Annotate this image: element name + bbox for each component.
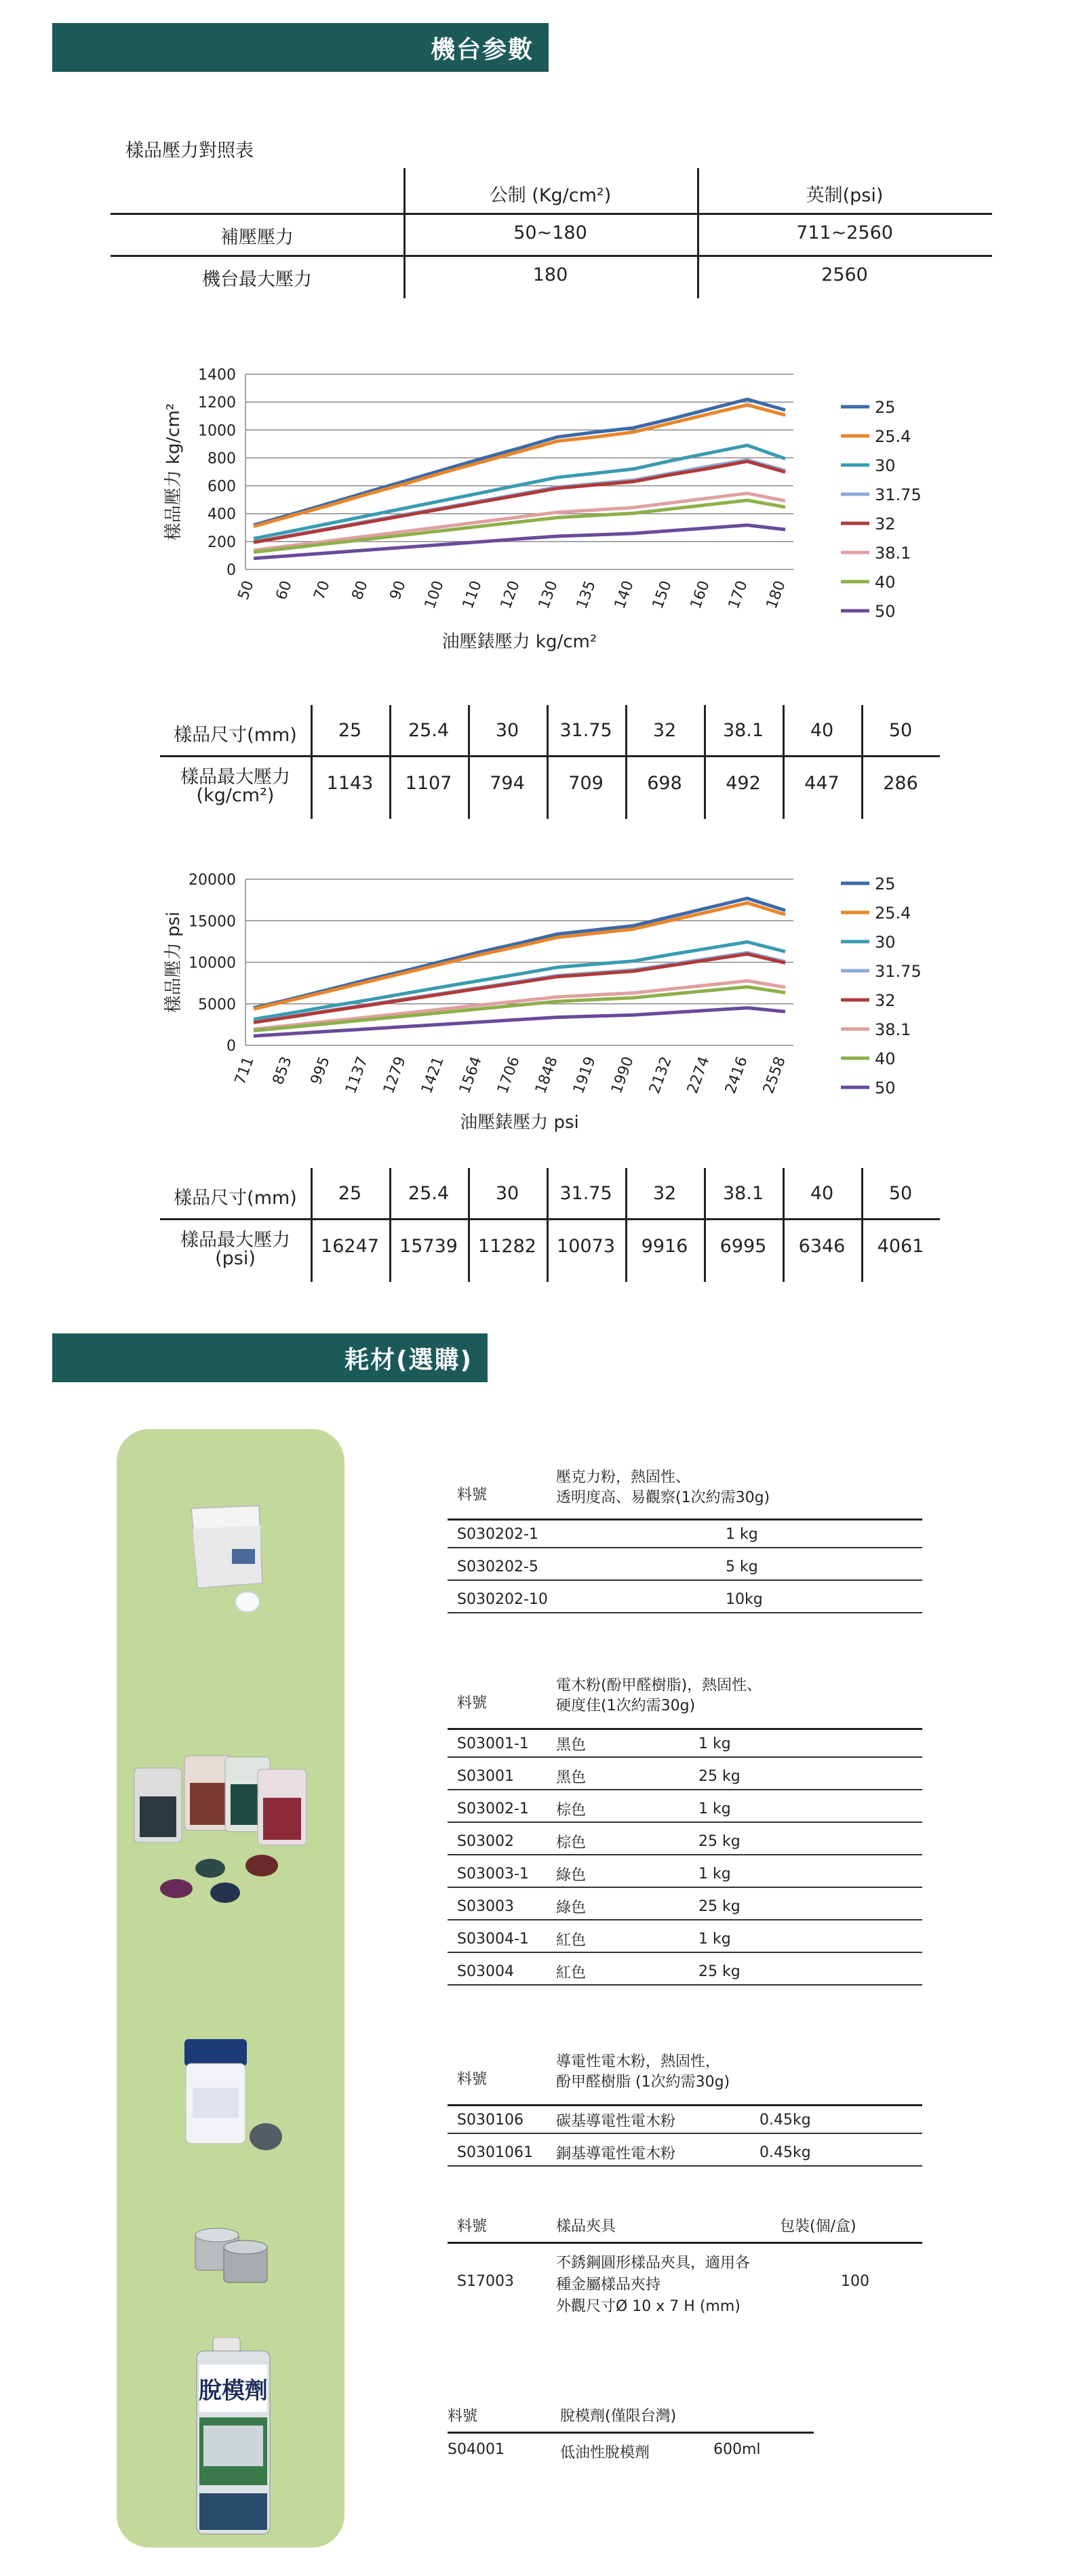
max-pressure-cell: 16247 [321,1236,379,1257]
legend-label: 32 [875,991,896,1010]
col-label-clip: 樣品夾具 [556,2218,616,2235]
package-size: 1 kg [698,1930,731,1948]
part-code: S030106 [457,2111,524,2129]
x-tick-label: 2558 [760,1054,789,1096]
x-tick-label: 170 [725,578,751,611]
col-label-part-no: 料號 [457,2071,488,2088]
consumable-conductive-block [448,2040,922,2162]
max-pressure-cell: 6346 [798,1236,846,1257]
consumable-sample-clip-block [448,2207,922,2315]
material-desc: 碳基導電性電木粉 [556,2112,676,2130]
y-axis-title: 樣品壓力 psi [163,911,184,1013]
row-label: 樣品最大壓力 [180,767,290,788]
steel-sample-clips-image [189,2220,277,2295]
y-tick-label: 5000 [198,996,236,1013]
x-tick-label: 853 [269,1054,296,1087]
package-size: 0.45kg [760,2144,811,2161]
x-tick-label: 1137 [342,1054,372,1096]
y-tick-label: 800 [208,450,236,468]
material-row [448,1893,922,1920]
x-axis-title: 油壓錶壓力 psi [460,1112,579,1133]
row-value-metric: 180 [532,264,568,285]
package-size: 1 kg [698,1735,731,1752]
size-cell: 25 [338,720,362,741]
acrylic-desc-1: 壓克力粉，熱固性、 [556,1469,691,1486]
package-size: 1 kg [698,1800,731,1817]
clip-desc-2: 種金屬樣品夾持 [556,2276,661,2293]
size-cell: 30 [495,1183,519,1204]
size-cell: 32 [652,1183,677,1204]
size-cell: 30 [495,720,519,741]
y-tick-label: 10000 [189,954,236,972]
part-code: S0301061 [457,2144,533,2161]
header-imperial: 英制(psi) [806,185,884,206]
pressure-table [111,168,992,298]
size-header: 樣品尺寸(mm) [174,1188,297,1209]
max-pressure-cell: 10073 [557,1236,615,1257]
legend-label: 30 [875,456,896,475]
max-pressure-cell: 9916 [641,1236,688,1257]
x-tick-label: 130 [535,578,561,611]
x-tick-label: 120 [497,578,524,611]
y-tick-label: 1400 [198,367,236,384]
y-tick-label: 1000 [198,422,236,440]
size-cell: 25 [338,1183,362,1204]
col-label-part-no: 料號 [448,2408,478,2425]
size-cell: 31.75 [559,1183,612,1204]
row-label-max: 機台最大壓力 [202,269,312,290]
spray-can-label: 脫模劑 [199,2377,268,2404]
material-desc: 綠色 [556,1899,587,1916]
size-cell: 32 [652,720,677,741]
x-tick-label: 1279 [380,1054,410,1096]
legend-label: 38.1 [875,544,911,563]
material-desc: 黑色 [556,1769,587,1786]
row-label: 樣品最大壓力 [180,1230,290,1251]
mold-release-spray-can-image [194,2337,275,2541]
size-table-kgcm2 [160,705,940,819]
legend-label: 40 [875,573,896,592]
clip-desc-1: 不銹鋼圓形樣品夾具，適用各 [556,2255,751,2272]
legend-label: 50 [875,1079,896,1098]
x-tick-label: 160 [687,578,713,611]
row-label-compensation: 補壓壓力 [220,227,294,248]
col-label-package: 包裝(個/盒) [780,2218,856,2235]
clip-desc-3: 外觀尺寸Ø 10 x 7 H (mm) [556,2298,741,2315]
legend-label: 40 [875,1049,896,1068]
material-row [448,1521,922,1548]
bakelite-desc-1: 電木粉(酚甲醛樹脂)，熱固性、 [556,1677,762,1694]
part-code: S03003 [457,1897,514,1915]
package-size: 0.45kg [760,2111,811,2129]
package-size: 25 kg [698,1767,741,1785]
col-label-part-no: 料號 [457,1487,488,1504]
max-pressure-cell: 11282 [478,1236,536,1257]
line-chart-psi [156,858,956,1142]
y-tick-label: 200 [208,534,236,551]
x-axis-title: 油壓錶壓力 kg/cm² [441,632,597,652]
size-cell: 40 [810,720,834,741]
legend-label: 50 [875,602,896,621]
max-pressure-cell: 15739 [399,1236,458,1257]
material-row [448,1828,922,1855]
part-code: S03002-1 [457,1800,529,1817]
section-title: 耗材(選購) [344,1346,473,1374]
material-row [448,1958,922,1986]
material-row [448,1586,922,1613]
conductive-powder-jar-image [178,2034,293,2156]
x-tick-label: 150 [649,578,675,611]
legend-label: 32 [875,515,896,534]
col-label-part-no: 料號 [457,1695,488,1712]
max-pressure-cell: 4061 [877,1236,924,1257]
max-pressure-cell: 709 [568,773,604,794]
x-tick-label: 50 [235,578,258,603]
material-desc: 綠色 [556,1866,587,1884]
x-tick-label: 180 [763,578,789,611]
row-value-imperial: 2560 [821,264,868,285]
max-pressure-cell: 794 [490,773,525,794]
max-pressure-cell: 286 [883,773,918,794]
x-tick-label: 2274 [684,1054,713,1096]
package-size: 25 kg [698,1897,741,1915]
legend-label: 30 [875,933,896,952]
legend-label: 25.4 [875,427,911,446]
legend-label: 31.75 [875,485,922,504]
x-tick-label: 995 [307,1054,334,1087]
max-pressure-cell: 447 [804,773,840,794]
x-tick-label: 100 [421,578,448,611]
material-row [448,2107,922,2134]
material-row [448,2139,922,2167]
max-pressure-cell: 1143 [326,773,374,794]
conductive-desc-1: 導電性電木粉，熱固性， [556,2053,721,2070]
size-cell: 25.4 [408,720,450,741]
legend-label: 25 [875,874,896,893]
part-code: S03004 [457,1963,514,1980]
size-cell: 25.4 [408,1183,450,1204]
legend-label: 38.1 [875,1020,911,1039]
consumable-acrylic-block [448,1457,922,1607]
y-tick-label: 0 [226,1038,236,1055]
series-line-30 [254,445,785,539]
material-row [448,1763,922,1790]
part-code: S03002 [457,1832,514,1850]
part-code: S030202-1 [457,1525,538,1543]
legend-label: 31.75 [875,962,922,981]
bakelite-desc-2: 硬度佳(1次約需30g) [556,1697,696,1714]
x-tick-label: 1919 [570,1054,599,1096]
x-tick-label: 2416 [722,1054,751,1096]
part-code: S030202-10 [457,1590,548,1608]
x-tick-label: 1564 [456,1054,486,1096]
size-cell: 38.1 [722,720,764,741]
material-desc: 棕色 [556,1801,587,1819]
release-part-code: S04001 [448,2441,505,2458]
material-row [448,1861,922,1888]
package-size: 10kg [726,1590,763,1608]
x-tick-label: 1421 [418,1054,448,1096]
max-pressure-cell: 6995 [719,1236,767,1257]
section-header-consumables [52,1333,488,1382]
package-size: 1 kg [726,1525,758,1543]
clip-part-code: S17003 [457,2273,514,2290]
max-pressure-cell: 698 [647,773,682,794]
y-tick-label: 15000 [189,913,236,931]
x-tick-label: 80 [349,578,372,603]
x-tick-label: 90 [387,578,410,603]
x-tick-label: 1990 [608,1054,637,1096]
clip-qty: 100 [841,2273,869,2290]
legend-label: 25 [875,398,896,417]
line-chart-kgcm2 [156,353,956,658]
max-pressure-cell: 492 [726,773,761,794]
size-cell: 38.1 [722,1183,764,1204]
consumable-mold-release-block [448,2396,922,2478]
part-code: S03003-1 [457,1865,529,1883]
max-pressure-cell: 1107 [405,773,452,794]
row-label-unit: (psi) [215,1248,256,1269]
row-label-unit: (kg/cm²) [196,785,275,806]
col-label-part-no: 料號 [457,2218,488,2235]
legend-label: 25.4 [875,904,911,923]
y-tick-label: 20000 [189,872,236,889]
release-qty: 600ml [713,2441,761,2458]
material-desc: 黑色 [556,1736,587,1754]
bakelite-powder-bags-image [122,1749,339,1925]
part-code: S030202-5 [457,1558,538,1575]
x-tick-label: 1848 [532,1054,561,1096]
material-desc: 棕色 [556,1834,587,1851]
y-tick-label: 600 [208,478,236,496]
material-desc: 銅基導電性電木粉 [556,2145,676,2162]
package-size: 25 kg [698,1832,741,1850]
x-tick-label: 140 [611,578,637,611]
material-row [448,1731,922,1758]
material-desc: 紅色 [556,1931,587,1949]
series-line-25-4 [254,903,785,1009]
size-cell: 50 [888,1183,913,1204]
package-size: 1 kg [698,1865,731,1883]
size-cell: 40 [810,1183,834,1204]
section-title: 機台参數 [430,35,534,64]
material-desc: 紅色 [556,1964,587,1981]
size-cell: 50 [888,720,913,741]
pressure-table-subtitle: 樣品壓力對照表 [125,140,254,161]
x-tick-label: 2132 [646,1054,675,1096]
material-row [448,1554,922,1581]
material-row [448,1796,922,1823]
size-table-psi [160,1168,940,1282]
conductive-desc-2: 酚甲醛樹脂 (1次約需30g) [556,2074,730,2091]
acrylic-desc-2: 透明度高、易觀察(1次約需30g) [556,1489,770,1506]
material-row [448,1926,922,1953]
x-tick-label: 110 [459,578,486,611]
acrylic-powder-bag-image [184,1502,279,1624]
part-code: S03001-1 [457,1735,529,1752]
y-tick-label: 1200 [198,395,236,412]
part-code: S03001 [457,1767,514,1785]
y-tick-label: 0 [226,562,236,579]
row-value-imperial: 711~2560 [796,222,893,243]
y-tick-label: 400 [208,506,236,523]
row-value-metric: 50~180 [513,222,587,243]
x-tick-label: 70 [311,578,334,603]
col-label-release-agent: 脫模劑(僅限台灣) [560,2408,677,2425]
y-axis-title: 樣品壓力 kg/cm² [163,403,184,541]
x-tick-label: 60 [273,578,296,603]
x-tick-label: 135 [573,578,599,611]
header-metric: 公制 (Kg/cm²) [489,185,612,206]
size-header: 樣品尺寸(mm) [174,725,297,746]
part-code: S03004-1 [457,1930,529,1948]
package-size: 5 kg [726,1558,758,1575]
package-size: 25 kg [698,1963,741,1980]
size-cell: 31.75 [559,720,612,741]
release-desc: 低油性脫模劑 [560,2444,650,2461]
x-tick-label: 1706 [494,1054,524,1096]
section-header-machine-params [52,23,549,72]
x-tick-label: 711 [231,1054,258,1087]
consumable-bakelite-block [448,1664,922,1990]
